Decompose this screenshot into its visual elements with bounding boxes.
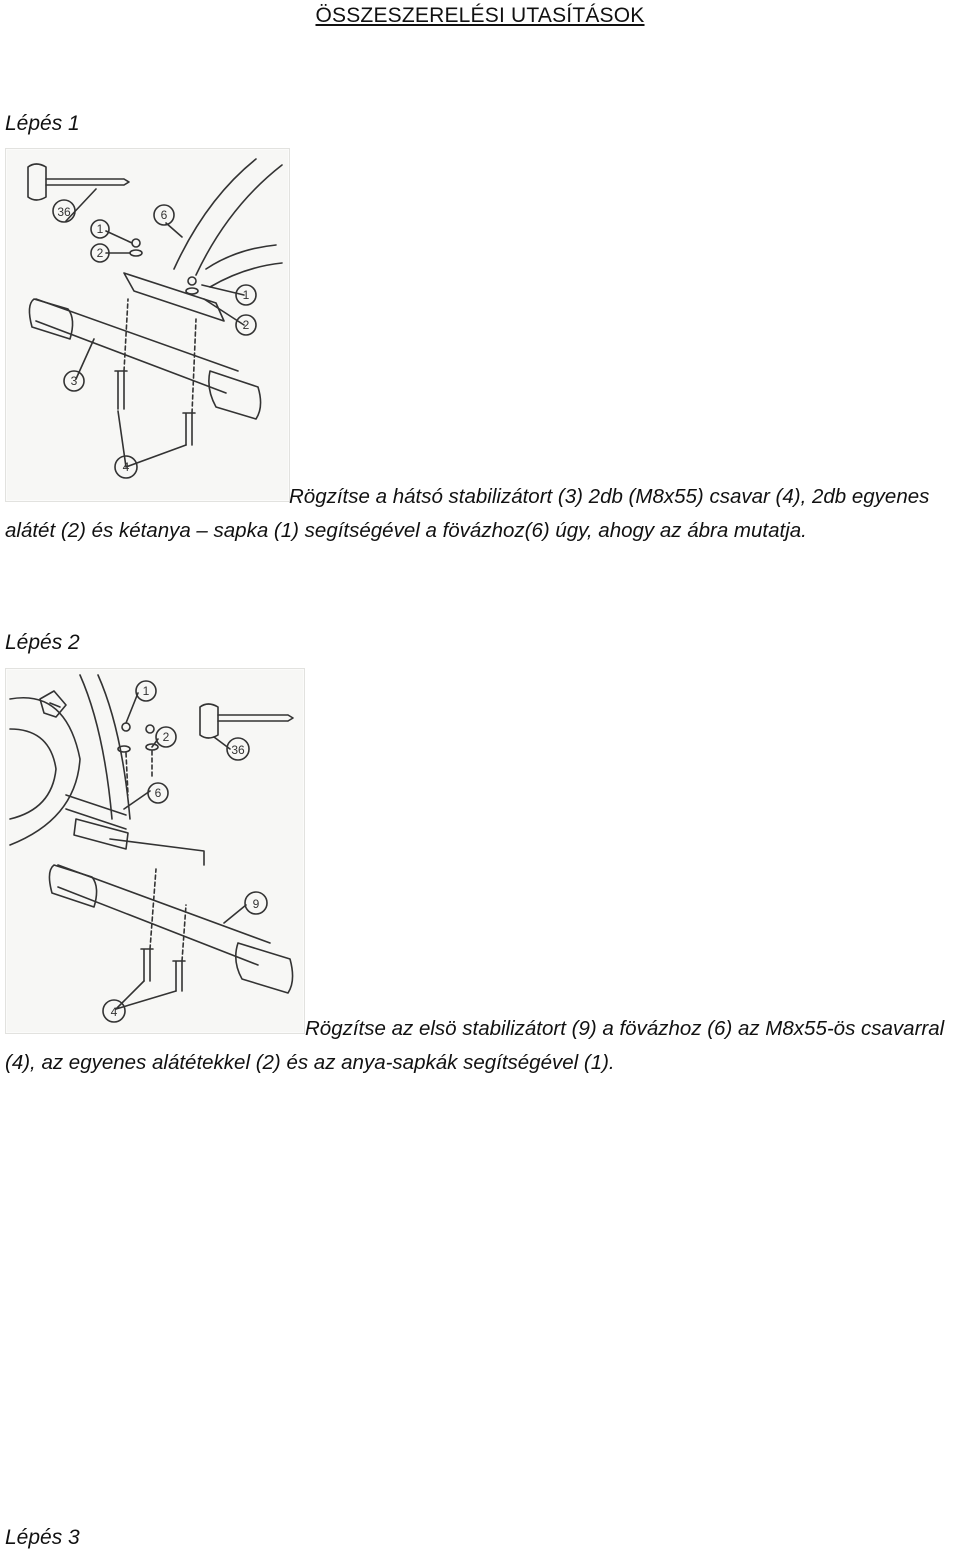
step-1-caption-text: Rögzítse a hátsó stabilizátort (3) 2db (M8x55) csavar (4), 2db egyenes alátét (2) és kétanya – sapka (1) segítségével a fövázhoz(6) úgy, ahogy az ábra mutatja. xyxy=(5,485,930,542)
step-2-label: Lépés 2 xyxy=(5,631,80,654)
callout-label-2: 2 xyxy=(96,246,104,260)
bolt-left xyxy=(141,949,153,981)
callout-label-3: 3 xyxy=(70,374,78,388)
wrench-head xyxy=(28,164,46,200)
bolt-right xyxy=(173,961,185,991)
callout-label-36: 36 xyxy=(57,205,71,219)
step-2-drawing xyxy=(6,669,304,1033)
callout-label-1: 1 xyxy=(96,222,104,236)
step-2-caption xyxy=(5,1012,952,1080)
step-1-drawing xyxy=(6,149,289,501)
callout-label-6: 6 xyxy=(154,786,162,800)
front-stabilizer xyxy=(58,865,270,965)
document-title: ÖSSZESZERELÉSI UTASÍTÁSOK xyxy=(315,4,645,27)
step-2-figure xyxy=(5,668,305,1034)
step-2-caption-text: Rögzítse az elsö stabilizátort (9) a fövázhoz (6) az M8x55-ös csavarral (4), az egyenes alátétekkel (2) és az anya-sapkák segítségével (1). xyxy=(5,1017,945,1074)
step-1-figure xyxy=(5,148,290,502)
callout-label-2b: 2 xyxy=(242,318,250,332)
callout-label-4: 4 xyxy=(122,460,130,474)
front-frame-tube xyxy=(80,675,130,819)
rear-stabilizer xyxy=(36,299,238,393)
callout-label-1: 1 xyxy=(142,684,150,698)
callout-label-4: 4 xyxy=(110,1005,118,1019)
callout-label-6: 6 xyxy=(160,208,168,222)
bolt-right xyxy=(183,413,195,445)
wrench-head xyxy=(200,704,218,738)
step-1-caption xyxy=(5,480,952,548)
callout-label-9: 9 xyxy=(252,897,260,911)
step-1-label: Lépés 1 xyxy=(5,112,80,135)
bracket-plate xyxy=(124,273,224,321)
bolt-left xyxy=(115,371,127,409)
callout-label-1b: 1 xyxy=(242,288,250,302)
step-3-label: Lépés 3 xyxy=(5,1526,80,1549)
callout-label-36: 36 xyxy=(231,743,245,757)
front-plate xyxy=(74,819,128,849)
flywheel xyxy=(10,698,80,845)
callout-label-2: 2 xyxy=(162,730,170,744)
